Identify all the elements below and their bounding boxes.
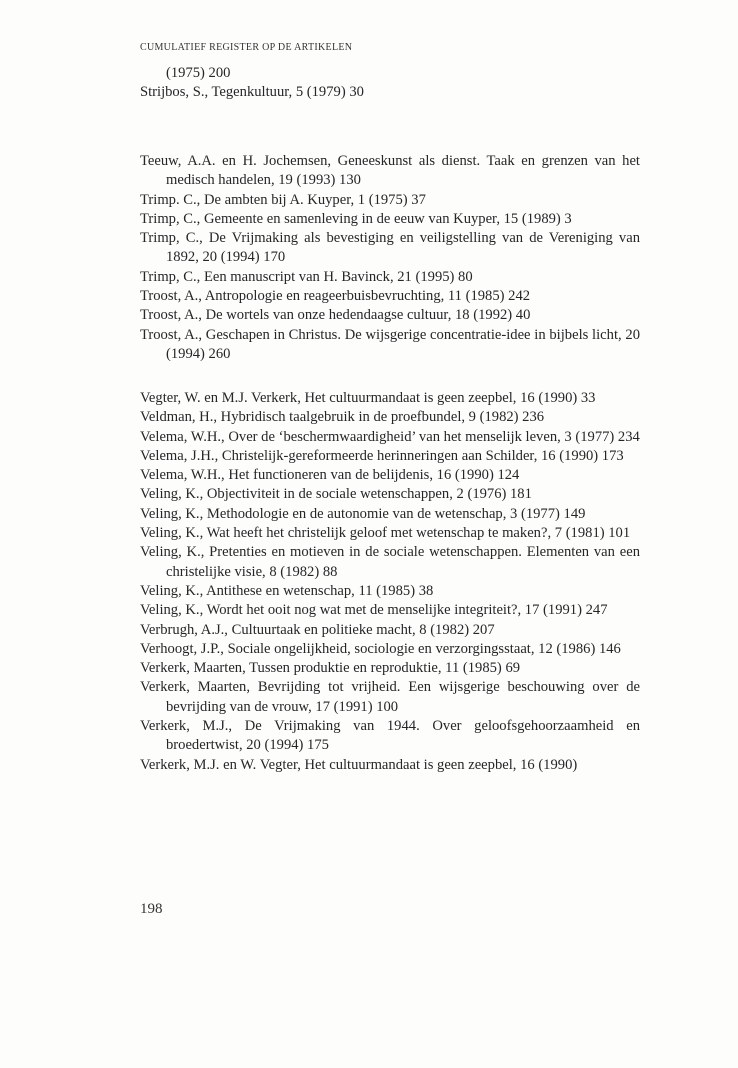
register-entry: Verkerk, M.J. en W. Vegter, Het cultuurmandaat is geen zeepbel, 16 (1990)	[140, 756, 578, 773]
register-entry: Verhoogt, J.P., Sociale ongelijkheid, sociologie en verzorgingsstaat, 12 (1986) 146	[140, 640, 621, 657]
page-number: 198	[140, 901, 163, 917]
register-entry: Veling, K., Pretenties en motieven in de sociale wetenschappen. Elementen van een christelijke visie, 8 (1982) 88	[140, 544, 640, 580]
section-v	[140, 389, 640, 775]
register-entry: Trimp. C., De ambten bij A. Kuyper, 1 (1975) 37	[140, 191, 426, 208]
register-entry: Verbrugh, A.J., Cultuurtaak en politieke macht, 8 (1982) 207	[140, 621, 495, 638]
register-entry: Veling, K., Objectiviteit in de sociale wetenschappen, 2 (1976) 181	[140, 486, 532, 503]
register-entry: Trimp, C., Een manuscript van H. Bavinck, 21 (1995) 80	[140, 268, 473, 285]
register-entry: Velema, W.H., Over de ‘beschermwaardigheid’ van het menselijk leven, 3 (1977) 234	[140, 428, 640, 445]
register-entry: (1975) 200	[166, 65, 231, 81]
register-entry: Verkerk, Maarten, Bevrijding tot vrijheid. Een wijsgerige beschouwing over de bevrijding van de vrouw, 17 (1991) 100	[140, 679, 640, 715]
register-entry: Verkerk, Maarten, Tussen produktie en reproduktie, 11 (1985) 69	[140, 660, 521, 677]
register-entry: Velema, W.H., Het functioneren van de belijdenis, 16 (1990) 124	[140, 467, 520, 484]
register-entry: Verkerk, M.J., De Vrijmaking van 1944. Over geloofsgehoorzaamheid en broedertwist, 20 (1994) 175	[140, 718, 640, 754]
section-s	[140, 64, 640, 103]
register-entry: Veldman, H., Hybridisch taalgebruik in de proefbundel, 9 (1982) 236	[140, 409, 545, 426]
register-entry: Trimp, C., De Vrijmaking als bevestiging en veiligstelling van de Vereniging van 1892, 20 (1994) 170	[140, 230, 640, 266]
register-entry: Veling, K., Antithese en wetenschap, 11 (1985) 38	[140, 582, 434, 599]
register-entry: Velema, J.H., Christelijk-gereformeerde herinneringen aan Schilder, 16 (1990) 173	[140, 447, 624, 464]
register-entry: Teeuw, A.A. en H. Jochemsen, Geneeskunst als dienst. Taak en grenzen van het medisch handelen, 19 (1993) 130	[140, 153, 640, 189]
register-entry: Troost, A., De wortels van onze hedendaagse cultuur, 18 (1992) 40	[140, 307, 531, 324]
running-head: CUMULATIEF REGISTER OP DE ARTIKELEN	[140, 42, 353, 53]
register-entry: Troost, A., Antropologie en reageerbuisbevruchting, 11 (1985) 242	[140, 288, 531, 305]
register-entry: Veling, K., Wordt het ooit nog wat met de menselijke integriteit?, 17 (1991) 247	[140, 602, 608, 619]
register-entry: Veling, K., Wat heeft het christelijk geloof met wetenschap te maken?, 7 (1981) 101	[140, 525, 631, 542]
register-entry: Veling, K., Methodologie en de autonomie van de wetenschap, 3 (1977) 149	[140, 505, 586, 522]
section-t	[140, 152, 640, 364]
register-entry: Trimp, C., Gemeente en samenleving in de eeuw van Kuyper, 15 (1989) 3	[140, 210, 572, 227]
register-entry: Vegter, W. en M.J. Verkerk, Het cultuurmandaat is geen zeepbel, 16 (1990) 33	[140, 390, 596, 406]
register-entry: Troost, A., Geschapen in Christus. De wijsgerige concentratie-idee in bijbels licht, 20 (1994) 260	[140, 326, 640, 362]
register-entry: Strijbos, S., Tegenkultuur, 5 (1979) 30	[140, 84, 364, 101]
